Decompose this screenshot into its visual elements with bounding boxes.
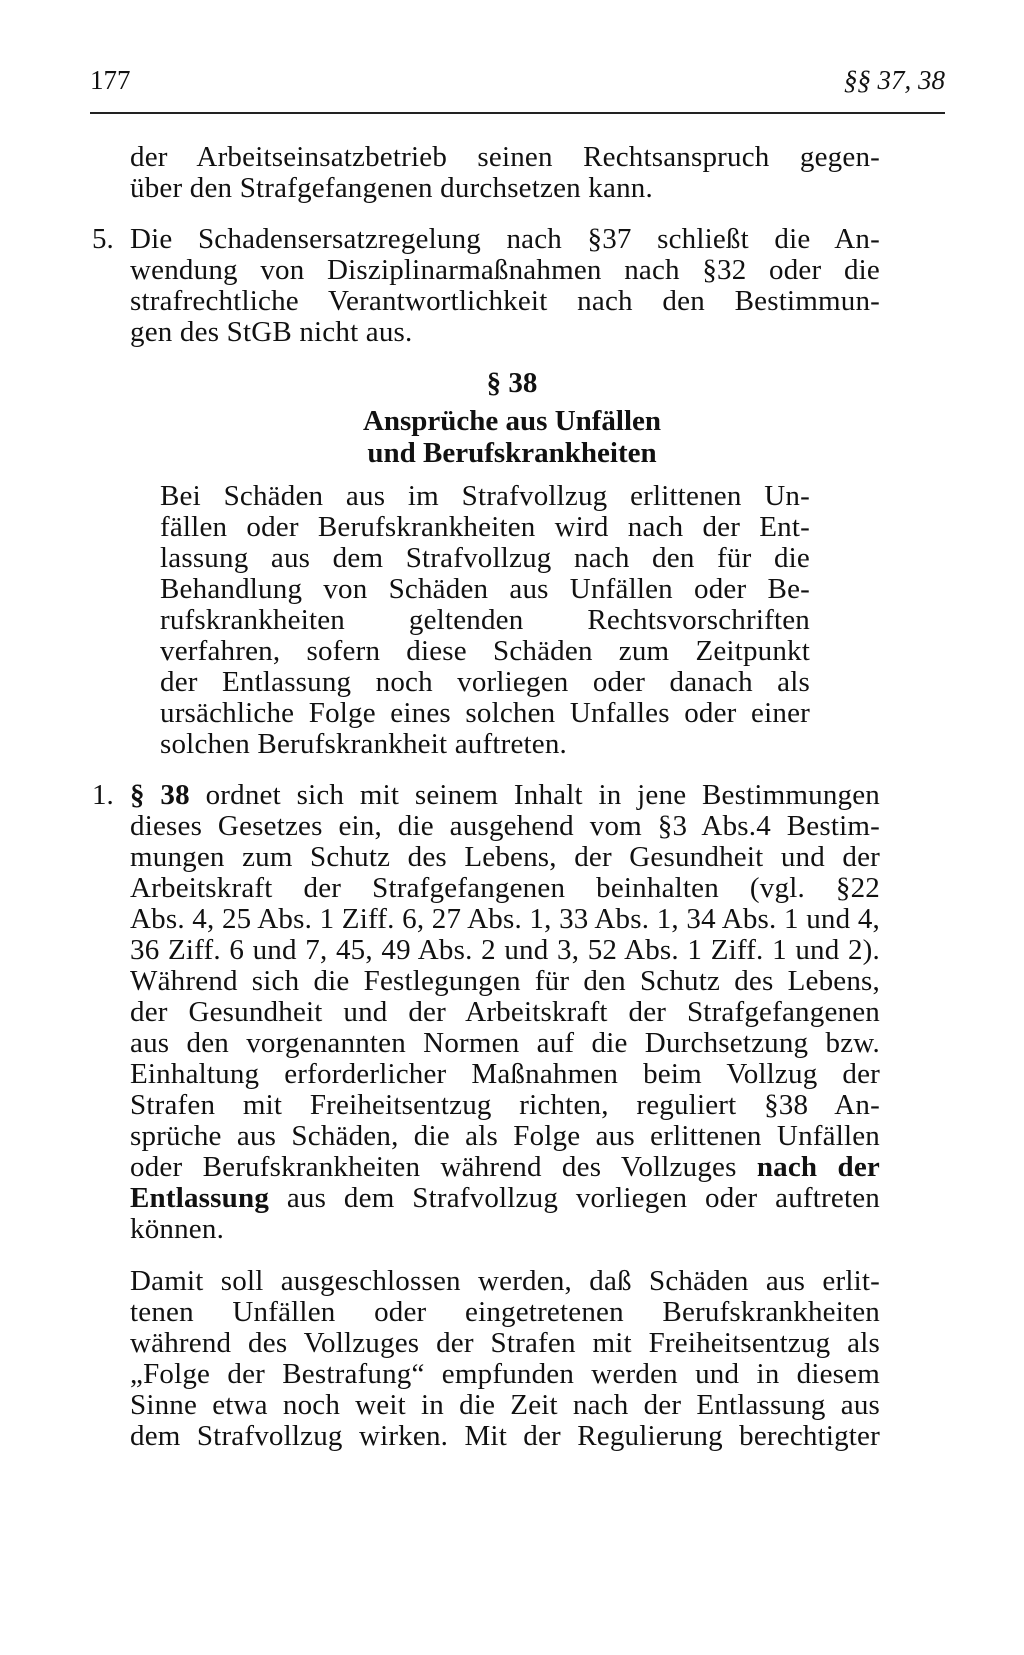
statute-line: rufskrankheiten geltenden Rechtsvorschriften bbox=[160, 604, 810, 636]
statute-line: Behandlung von Schäden aus Unfällen oder Be- bbox=[160, 573, 810, 605]
intro-line: der Arbeitseinsatzbetrieb seinen Rechtsanspruch gegen- bbox=[130, 141, 880, 173]
item5-line: Die Schadensersatzregelung nach §37 schließt die An- bbox=[130, 223, 880, 255]
item5-line: strafrechtliche Verantwortlichkeit nach den Bestimmun- bbox=[130, 285, 880, 317]
statute-line: der Entlassung noch vorliegen oder danach als bbox=[160, 666, 810, 698]
comment1-line: können. bbox=[130, 1213, 225, 1245]
comment1-line bbox=[130, 1150, 880, 1184]
comment1-line: Strafen mit Freiheitsentzug richten, reguliert §38 An- bbox=[130, 1089, 880, 1121]
comment2-line: „Folge der Bestrafung“ empfunden werden und in diesem bbox=[130, 1358, 880, 1390]
comment1-line: der Gesundheit und der Arbeitskraft der Strafgefangenen bbox=[130, 996, 880, 1028]
item5-line: wendung von Disziplinarmaßnahmen nach §32 oder die bbox=[130, 254, 880, 286]
bold-section-reference: § 38 bbox=[130, 779, 190, 811]
comment1-line-text: ordnet sich mit seinem Inhalt in jene Bestimmungen bbox=[189, 779, 880, 811]
statute-line: lassung aus dem Strafvollzug nach den für die bbox=[160, 542, 810, 574]
item5-line: gen des StGB nicht aus. bbox=[130, 316, 413, 348]
comment1-line-text: aus dem Strafvollzug vorliegen oder auftreten bbox=[269, 1182, 880, 1214]
statute-line: solchen Berufskrankheit auftreten. bbox=[160, 728, 568, 760]
comment1-line: Einhaltung erforderlicher Maßnahmen beim Vollzug der bbox=[130, 1058, 880, 1090]
comment1-line-text: oder Berufskrankheiten während des Vollzuges bbox=[130, 1151, 757, 1183]
comment2-line: dem Strafvollzug wirken. Mit der Regulierung berechtigter bbox=[130, 1420, 880, 1452]
statute-line: Bei Schäden aus im Strafvollzug erlittenen Un- bbox=[160, 480, 810, 512]
bold-emphasis: nach der bbox=[756, 1151, 880, 1183]
page-number: 177 bbox=[90, 65, 131, 95]
list-marker-1: 1. bbox=[92, 779, 114, 811]
comment2-line: Sinne etwa noch weit in die Zeit nach der Entlassung aus bbox=[130, 1389, 880, 1421]
intro-line: über den Strafgefangenen durchsetzen kann. bbox=[130, 172, 653, 204]
section-title: und Berufskrankheiten bbox=[367, 437, 657, 469]
comment1-line: aus den vorgenannten Normen auf die Durchsetzung bzw. bbox=[130, 1027, 880, 1059]
comment1-line: sprüche aus Schäden, die als Folge aus erlittenen Unfällen bbox=[130, 1120, 880, 1152]
comment1-line: Abs. 4, 25 Abs. 1 Ziff. 6, 27 Abs. 1, 33 Abs. 1, 34 Abs. 1 und 4, bbox=[130, 903, 880, 935]
bold-emphasis: Entlassung bbox=[130, 1182, 270, 1214]
statute-line: ursächliche Folge eines solchen Unfalles oder einer bbox=[160, 697, 810, 729]
comment2-line: Damit soll ausgeschlossen werden, daß Schäden aus erlit- bbox=[130, 1265, 880, 1297]
statute-line: verfahren, sofern diese Schäden zum Zeitpunkt bbox=[160, 635, 810, 667]
comment1-line bbox=[130, 778, 880, 812]
comment1-line: mungen zum Schutz des Lebens, der Gesundheit und der bbox=[130, 841, 880, 873]
comment1-line: Arbeitskraft der Strafgefangenen beinhalten (vgl. §22 bbox=[130, 872, 880, 904]
comment1-line bbox=[130, 1181, 880, 1215]
comment2-line: während des Vollzuges der Strafen mit Freiheitsentzug als bbox=[130, 1327, 880, 1359]
comment1-line: dieses Gesetzes ein, die ausgehend vom §3 Abs.4 Bestim- bbox=[130, 810, 880, 842]
list-marker-5: 5. bbox=[92, 223, 114, 255]
comment1-line: Während sich die Festlegungen für den Schutz des Lebens, bbox=[130, 965, 880, 997]
section-number: § 38 bbox=[486, 367, 538, 399]
comment1-line: 36 Ziff. 6 und 7, 45, 49 Abs. 2 und 3, 52 Abs. 1 Ziff. 1 und 2). bbox=[130, 934, 880, 966]
section-title: Ansprüche aus Unfällen bbox=[362, 405, 662, 437]
statute-line: fällen oder Berufskrankheiten wird nach der Ent- bbox=[160, 511, 810, 543]
comment2-line: tenen Unfällen oder eingetretenen Berufskrankheiten bbox=[130, 1296, 880, 1328]
running-section-reference: §§ 37, 38 bbox=[843, 65, 945, 95]
